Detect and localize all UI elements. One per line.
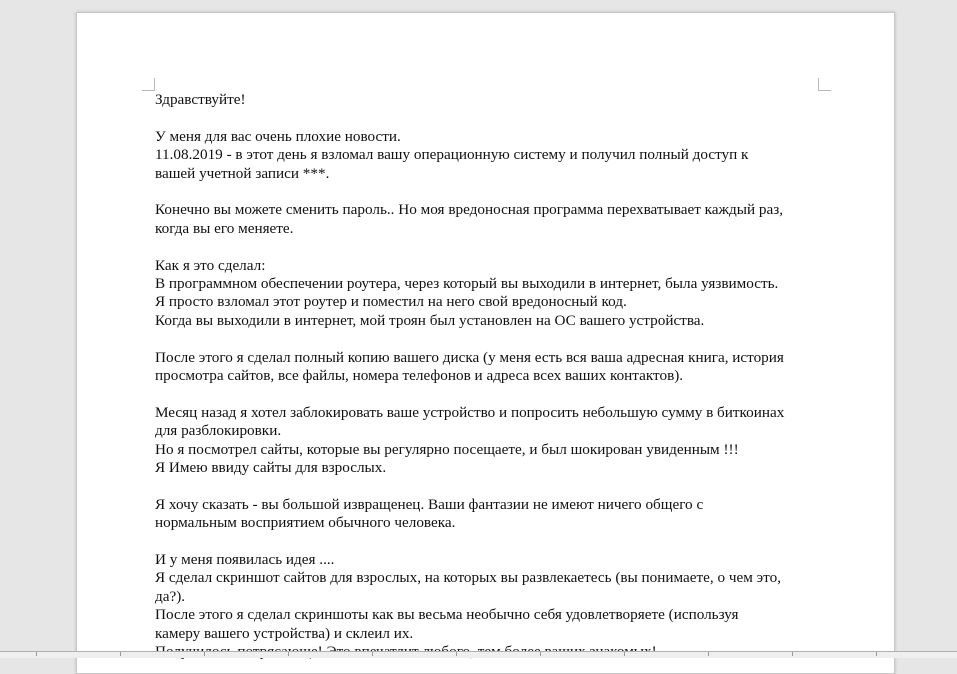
text-line: Здравствуйте! — [155, 91, 246, 108]
document-body[interactable] — [155, 91, 825, 661]
text-line: 11.08.2019 - в этот день я взломал вашу операционную систему и получил полный доступ к — [155, 146, 749, 164]
text-line: Как я это сделал: — [155, 256, 266, 274]
text-line: Я сделал скриншот сайтов для взрослых, на которых вы развлекаетесь (вы понимаете, о чем это, — [155, 569, 782, 587]
text-line — [155, 385, 825, 403]
text-line — [155, 183, 825, 201]
ruler-tick — [36, 652, 37, 656]
text-line — [155, 109, 825, 127]
text-line — [155, 330, 825, 348]
margin-corner-top-left — [142, 78, 155, 91]
ruler-tick — [624, 652, 625, 656]
margin-corner-top-right — [818, 78, 831, 91]
text-line: В программном обеспечении роутера, через который вы выходили в интернет, была уязвимость. — [155, 275, 779, 293]
text-line: У меня для вас очень плохие новости. — [155, 127, 401, 145]
document-page[interactable] — [76, 12, 895, 674]
text-line: И у меня появилась идея .... — [155, 551, 335, 569]
ruler-tick — [540, 652, 541, 656]
text-line: Я хочу сказать - вы большой извращенец. Ваши фантазии не имеют ничего общего с — [155, 495, 704, 513]
text-line: Я просто взломал этот роутер и поместил на него свой вредоносный код. — [155, 293, 627, 311]
text-line: После этого я сделал скриншоты как вы весьма необычно себя удовлетворяете (используя — [155, 606, 739, 624]
text-line: для разблокировки. — [155, 422, 282, 440]
ruler-tick — [372, 652, 373, 656]
text-line — [155, 533, 825, 551]
ruler-tick — [456, 652, 457, 656]
text-line: когда вы его меняете. — [155, 219, 294, 237]
ruler-tick — [120, 652, 121, 656]
ruler-tick — [792, 652, 793, 656]
text-line: камеру вашего устройства) и склеил их. — [155, 624, 414, 642]
text-line — [155, 238, 825, 256]
ruler-tick — [288, 652, 289, 656]
text-line: вашей учетной записи ***. — [155, 164, 330, 182]
text-line: Конечно вы можете сменить пароль.. Но моя вредоносная программа перехватывает каждый раз, — [155, 201, 784, 219]
ruler-tick — [876, 652, 877, 656]
ruler-tick — [204, 652, 205, 656]
text-line — [155, 477, 825, 495]
text-line: да?). — [155, 587, 186, 605]
text-line: нормальным восприятием обычного человека. — [155, 514, 456, 532]
ruler-tick — [708, 652, 709, 656]
text-line: После этого я сделал полный копию вашего диска (у меня есть вся ваша адресная книга, история — [155, 348, 784, 366]
text-line: Я Имею ввиду сайты для взрослых. — [155, 459, 387, 477]
text-line: Но я посмотрел сайты, которые вы регулярно посещаете, и был шокирован увиденным !!! — [155, 440, 739, 458]
text-line: Месяц назад я хотел заблокировать ваше устройство и попросить небольшую сумму в биткоинах — [155, 403, 785, 421]
text-line: Когда вы выходили в интернет, мой троян был установлен на ОС вашего устройства. — [155, 311, 705, 329]
text-line: просмотра сайтов, все файлы, номера телефонов и адреса всех ваших контактов). — [155, 367, 684, 385]
